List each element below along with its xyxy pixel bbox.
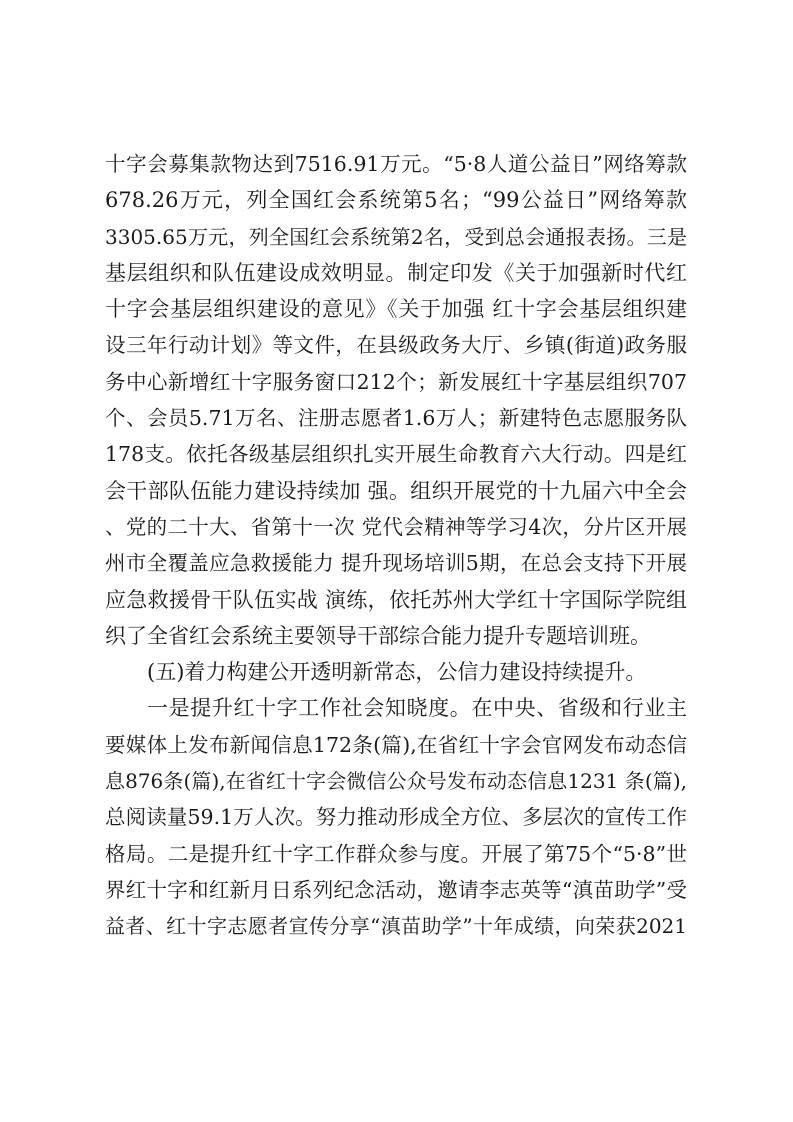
- text-line: 会干部队伍能力建设持续加 强。组织开展党的十九届六中全会: [105, 478, 687, 503]
- text-line: 格局。二是提升红十字工作群众参与度。开展了第75个“5·8”世: [105, 841, 687, 866]
- text-line: 界红十字和红新月日系列纪念活动，邀请李志英等“滇苗助学”受: [105, 877, 687, 902]
- paragraph-first-line: 一是提升红十字工作社会知晓度。在中央、省级和行业主: [147, 696, 687, 721]
- text-line: 州市全覆盖应急救援能力 提升现场培训5期，在总会支持下开展: [105, 551, 687, 576]
- text-line: 3305.65万元，列全国红会系统第2名，受到总会通报表扬。三是: [105, 224, 687, 249]
- text-line: 、党的二十大、省第十一次 党代会精神等学习4次，分片区开展: [105, 514, 687, 539]
- text-line: 要媒体上发布新闻信息172条(篇),在省红十字会官网发布动态信: [105, 732, 687, 757]
- text-line: 个、会员5.71万名、注册志愿者1.6万人；新建特色志愿服务队: [105, 406, 687, 431]
- text-line: 织了全省红会系统主要领导干部综合能力提升专题培训班。: [105, 623, 651, 648]
- text-line: 十字会基层组织建设的意见》《关于加强 红十字会基层组织建: [105, 297, 687, 322]
- body-text: [105, 146, 687, 945]
- text-line: 十字会募集款物达到7516.91万元。“5·8人道公益日”网络筹款: [105, 152, 687, 176]
- text-line: 基层组织和队伍建设成效明显。制定印发《关于加强新时代红: [105, 260, 687, 285]
- section-heading: (五)着力构建公开透明新常态，公信力建设持续提升。: [147, 660, 647, 685]
- text-line: 总阅读量59.1万人次。努力推动形成全方位、多层次的宣传工作: [105, 805, 687, 830]
- text-line: 设三年行动计划》等文件，在县级政务大厅、乡镇(街道)政务服: [105, 333, 687, 358]
- text-line: 678.26万元，列全国红会系统第5名；“99公益日”网络筹款: [105, 188, 687, 213]
- text-line: 应急救援骨干队伍实战 演练，依托苏州大学红十字国际学院组: [105, 587, 687, 612]
- text-line: 178支。依托各级基层组织扎实开展生命教育六大行动。四是红: [105, 442, 687, 467]
- text-line: 息876条(篇),在省红十字会微信公众号发布动态信息1231 条(篇),: [105, 769, 687, 794]
- text-line: 益者、红十字志愿者宣传分享“滇苗助学”十年成绩，向荣获2021: [105, 914, 687, 939]
- text-line: 务中心新增红十字服务窗口212个；新发展红十字基层组织707: [105, 369, 687, 394]
